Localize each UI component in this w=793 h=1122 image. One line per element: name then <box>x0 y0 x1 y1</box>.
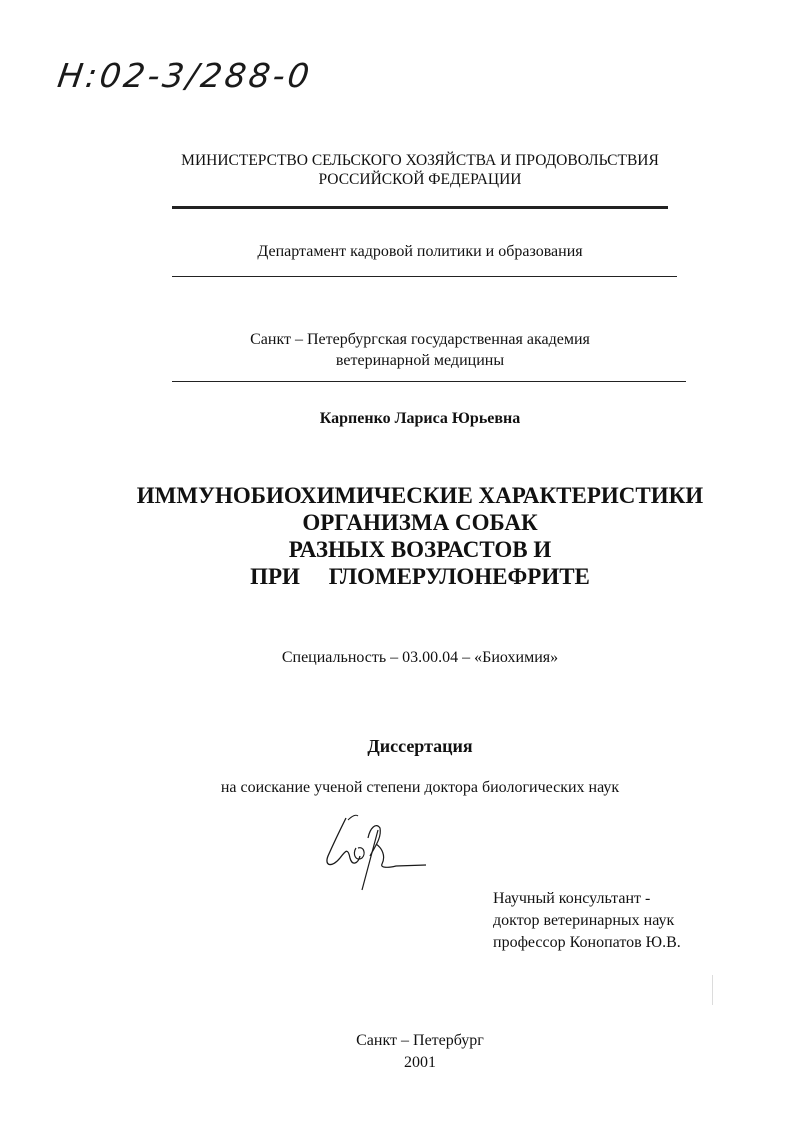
title-line-3: РАЗНЫХ ВОЗРАСТОВ И <box>288 537 552 562</box>
dissertation-title <box>100 482 740 590</box>
author-name: Карпенко Лариса Юрьевна <box>319 410 521 427</box>
academy-divider <box>172 381 686 382</box>
year: 2001 <box>404 1054 436 1071</box>
ministry-line-1: МИНИСТЕРСТВО СЕЛЬСКОГО ХОЗЯЙСТВА И ПРОДОВОЛЬСТВИЯ <box>181 152 659 169</box>
department-name: Департамент кадровой политики и образования <box>257 243 583 260</box>
ministry-header <box>150 151 690 189</box>
degree-statement: на соискание ученой степени доктора биологических наук <box>220 779 620 796</box>
department-divider <box>172 276 677 277</box>
consultant-line-2: доктор ветеринарных наук <box>493 912 675 929</box>
academy-name <box>150 329 690 371</box>
city: Санкт – Петербург <box>356 1032 484 1049</box>
consultant-line-3: профессор Конопатов Ю.В. <box>493 934 681 951</box>
specialty: Специальность – 03.00.04 – «Биохимия» <box>281 649 559 666</box>
ministry-line-2: РОССИЙСКОЙ ФЕДЕРАЦИИ <box>318 171 522 188</box>
consultant-line-1: Научный консультант - <box>493 890 651 907</box>
document-type: Диссертация <box>367 736 473 756</box>
title-line-1: ИММУНОБИОХИМИЧЕСКИЕ ХАРАКТЕРИСТИКИ <box>136 483 704 508</box>
signature <box>318 808 438 893</box>
title-line-2: ОРГАНИЗМА СОБАК <box>302 510 538 535</box>
publication-place <box>150 1030 690 1074</box>
archive-number: Н:02-3/288-0 <box>55 56 315 95</box>
title-line-4: ПРИ ГЛОМЕРУЛОНЕФРИТЕ <box>250 564 590 589</box>
scientific-consultant <box>493 888 681 954</box>
scan-margin-mark <box>712 975 713 1005</box>
academy-line-1: Санкт – Петербургская государственная академия <box>250 331 590 348</box>
academy-line-2: ветеринарной медицины <box>335 352 505 369</box>
ministry-divider <box>172 206 668 209</box>
